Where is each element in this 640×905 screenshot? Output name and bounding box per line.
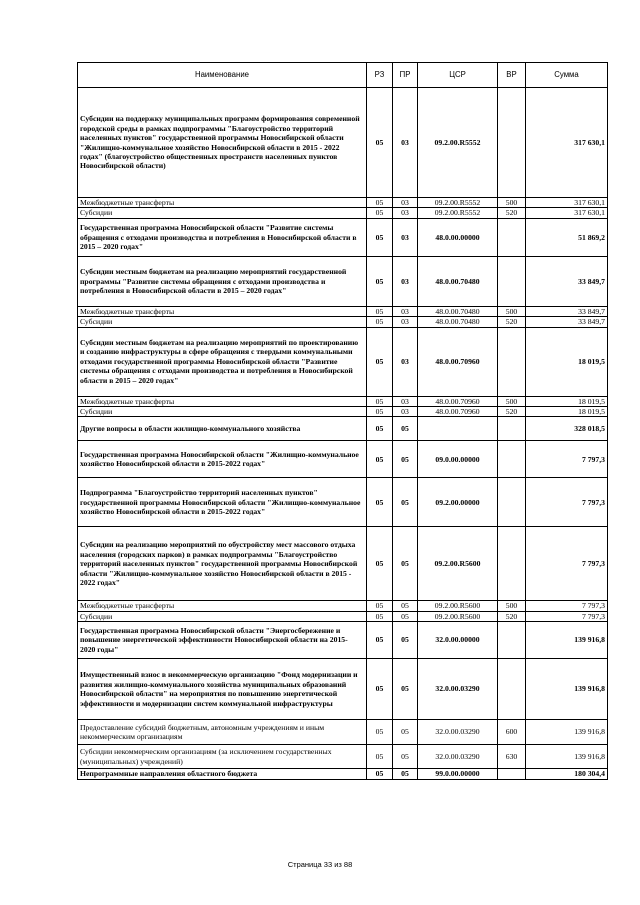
row-vr: 500 <box>498 306 526 316</box>
row-sum: 7 797,3 <box>526 527 608 601</box>
row-rz: 05 <box>367 306 393 316</box>
row-sum: 18 019,5 <box>526 396 608 406</box>
page-footer: Страница 33 из 88 <box>287 860 353 869</box>
header-csr: ЦСР <box>418 63 498 88</box>
row-pr: 05 <box>393 769 418 779</box>
row-vr: 500 <box>498 198 526 208</box>
row-pr: 05 <box>393 417 418 441</box>
row-csr: 48.0.00.70480 <box>418 256 498 306</box>
table-row <box>78 441 608 478</box>
row-vr <box>498 88 526 198</box>
row-rz: 05 <box>367 396 393 406</box>
table-row <box>78 306 608 316</box>
row-vr <box>498 417 526 441</box>
row-rz: 05 <box>367 527 393 601</box>
table-row <box>78 622 608 659</box>
row-name: Непрограммные направления областного бюджета <box>78 769 367 779</box>
row-name: Субсидии <box>78 611 367 621</box>
row-csr: 48.0.00.70960 <box>418 327 498 396</box>
row-vr: 520 <box>498 611 526 621</box>
header-sum: Сумма <box>526 63 608 88</box>
row-sum: 139 916,8 <box>526 745 608 769</box>
row-csr: 48.0.00.70480 <box>418 317 498 327</box>
row-vr <box>498 622 526 659</box>
row-sum: 33 849,7 <box>526 317 608 327</box>
row-csr: 09.2.00.R5600 <box>418 611 498 621</box>
table-row <box>78 88 608 198</box>
row-csr: 99.0.00.00000 <box>418 769 498 779</box>
row-pr: 05 <box>393 622 418 659</box>
header-vr: ВР <box>498 63 526 88</box>
row-sum: 180 304,4 <box>526 769 608 779</box>
table-row <box>78 611 608 621</box>
row-name: Субсидии местным бюджетам на реализацию мероприятий государственной программы "Развитие системы обращения с отходами производства и потребления в Новосибирской области в 2015 – 2020 годах" <box>78 256 367 306</box>
table-row <box>78 659 608 720</box>
table-row <box>78 218 608 256</box>
row-name: Межбюджетные трансферты <box>78 601 367 611</box>
table-row <box>78 208 608 218</box>
row-pr: 05 <box>393 745 418 769</box>
row-name: Субсидии <box>78 317 367 327</box>
row-pr: 03 <box>393 198 418 208</box>
row-sum: 33 849,7 <box>526 306 608 316</box>
row-rz: 05 <box>367 218 393 256</box>
row-csr: 48.0.00.70960 <box>418 396 498 406</box>
row-pr: 03 <box>393 208 418 218</box>
row-rz: 05 <box>367 720 393 745</box>
table-row <box>78 327 608 396</box>
row-csr: 09.2.00.R5600 <box>418 601 498 611</box>
row-sum: 18 019,5 <box>526 327 608 396</box>
table-row <box>78 396 608 406</box>
row-rz: 05 <box>367 745 393 769</box>
row-vr: 500 <box>498 396 526 406</box>
row-sum: 18 019,5 <box>526 406 608 416</box>
row-name: Субсидии на реализацию мероприятий по обустройству мест массового отдыха населения (городских парков) в рамках подпрограммы "Благоустройство территорий населенных пунктов" государственной программы Новосибирской области "Жилищно-коммунальное хозяйство Новосибирской области в 2015 - 2022 годах" <box>78 527 367 601</box>
row-vr <box>498 659 526 720</box>
row-sum: 7 797,3 <box>526 478 608 527</box>
row-pr: 05 <box>393 659 418 720</box>
row-sum: 139 916,8 <box>526 659 608 720</box>
row-name: Государственная программа Новосибирской области "Жилищно-коммунальное хозяйство Новосибирской области в 2015-2022 годах" <box>78 441 367 478</box>
table-row <box>78 198 608 208</box>
row-rz: 05 <box>367 417 393 441</box>
row-vr: 500 <box>498 601 526 611</box>
row-vr <box>498 478 526 527</box>
header-row <box>78 63 608 88</box>
row-sum: 7 797,3 <box>526 441 608 478</box>
row-pr: 05 <box>393 441 418 478</box>
row-vr <box>498 327 526 396</box>
row-name: Субсидии <box>78 208 367 218</box>
row-rz: 05 <box>367 478 393 527</box>
row-rz: 05 <box>367 208 393 218</box>
row-pr: 03 <box>393 306 418 316</box>
row-csr: 09.2.00.R5552 <box>418 198 498 208</box>
table-row <box>78 406 608 416</box>
row-name: Межбюджетные трансферты <box>78 306 367 316</box>
row-name: Межбюджетные трансферты <box>78 198 367 208</box>
table-row <box>78 478 608 527</box>
row-pr: 05 <box>393 478 418 527</box>
row-rz: 05 <box>367 769 393 779</box>
row-sum: 7 797,3 <box>526 601 608 611</box>
table-row <box>78 601 608 611</box>
row-name: Предоставление субсидий бюджетным, автономным учреждениям и иным некоммерческим организациям <box>78 720 367 745</box>
row-csr: 32.0.00.03290 <box>418 720 498 745</box>
row-pr: 05 <box>393 527 418 601</box>
row-rz: 05 <box>367 198 393 208</box>
row-vr <box>498 769 526 779</box>
header-name: Наименование <box>78 63 367 88</box>
row-pr: 03 <box>393 88 418 198</box>
row-sum: 317 630,1 <box>526 208 608 218</box>
row-name: Субсидии некоммерческим организациям (за исключением государственных (муниципальных) учреждений) <box>78 745 367 769</box>
row-sum: 33 849,7 <box>526 256 608 306</box>
row-vr <box>498 527 526 601</box>
table-row <box>78 769 608 779</box>
row-sum: 51 869,2 <box>526 218 608 256</box>
row-sum: 317 630,1 <box>526 198 608 208</box>
row-pr: 05 <box>393 720 418 745</box>
row-vr: 520 <box>498 317 526 327</box>
row-name: Государственная программа Новосибирской области "Энергосбережение и повышение энергетической эффективности Новосибирской области на 2015- 2020 годы" <box>78 622 367 659</box>
row-csr: 48.0.00.00000 <box>418 218 498 256</box>
header-pr: ПР <box>393 63 418 88</box>
row-sum: 317 630,1 <box>526 88 608 198</box>
row-csr: 09.2.00.R5600 <box>418 527 498 601</box>
row-rz: 05 <box>367 601 393 611</box>
row-rz: 05 <box>367 611 393 621</box>
row-rz: 05 <box>367 659 393 720</box>
row-csr: 48.0.00.70480 <box>418 306 498 316</box>
row-rz: 05 <box>367 256 393 306</box>
row-vr <box>498 218 526 256</box>
row-name: Подпрограмма "Благоустройство территорий населенных пунктов" государственной программы Новосибирской области "Жилищно-коммунальное хозяйство Новосибирской области в 2015-2022 годах" <box>78 478 367 527</box>
row-csr: 09.0.00.00000 <box>418 441 498 478</box>
row-pr: 03 <box>393 218 418 256</box>
row-vr: 600 <box>498 720 526 745</box>
table-row <box>78 256 608 306</box>
row-rz: 05 <box>367 441 393 478</box>
row-name: Государственная программа Новосибирской области "Развитие системы обращения с отходами производства и потребления в Новосибирской области в 2015 – 2020 годах" <box>78 218 367 256</box>
row-sum: 139 916,8 <box>526 622 608 659</box>
row-csr: 48.0.00.70960 <box>418 406 498 416</box>
budget-table <box>77 62 608 780</box>
row-csr: 09.2.00.00000 <box>418 478 498 527</box>
table-row <box>78 745 608 769</box>
row-name: Субсидии на поддержку муниципальных программ формирования современной городской среды в рамках подпрограммы "Благоустройство территорий населенных пунктов" государственной программы Новосибирской области "Жилищно-коммунальное хозяйство Новосибирской области в 2015 - 2022 годах" (благоустройство общественных пространств населенных пунктов Новосибирской области) <box>78 88 367 198</box>
row-rz: 05 <box>367 622 393 659</box>
row-pr: 03 <box>393 396 418 406</box>
table-row <box>78 417 608 441</box>
table-row <box>78 720 608 745</box>
row-vr: 520 <box>498 208 526 218</box>
row-sum: 328 018,5 <box>526 417 608 441</box>
table-row <box>78 527 608 601</box>
table-row <box>78 317 608 327</box>
row-pr: 05 <box>393 601 418 611</box>
row-csr: 09.2.00.R5552 <box>418 88 498 198</box>
row-name: Межбюджетные трансферты <box>78 396 367 406</box>
row-sum: 7 797,3 <box>526 611 608 621</box>
row-name: Субсидии <box>78 406 367 416</box>
row-rz: 05 <box>367 327 393 396</box>
header-rz: РЗ <box>367 63 393 88</box>
row-pr: 03 <box>393 256 418 306</box>
row-name: Имущественный взнос в некоммерческую организацию "Фонд модернизации и развития жилищно-коммунального хозяйства муниципальных образований Новосибирской области" на мероприятия по повышению энергетической эффективности и модернизации систем коммунальной инфраструктуры <box>78 659 367 720</box>
row-pr: 03 <box>393 406 418 416</box>
row-csr: 32.0.00.03290 <box>418 745 498 769</box>
row-csr <box>418 417 498 441</box>
row-vr <box>498 256 526 306</box>
row-csr: 32.0.00.00000 <box>418 622 498 659</box>
row-rz: 05 <box>367 88 393 198</box>
row-vr: 520 <box>498 406 526 416</box>
row-rz: 05 <box>367 317 393 327</box>
row-vr <box>498 441 526 478</box>
row-pr: 03 <box>393 327 418 396</box>
row-csr: 09.2.00.R5552 <box>418 208 498 218</box>
row-vr: 630 <box>498 745 526 769</box>
row-pr: 03 <box>393 317 418 327</box>
row-name: Другие вопросы в области жилищно-коммунального хозяйства <box>78 417 367 441</box>
row-pr: 05 <box>393 611 418 621</box>
row-name: Субсидии местным бюджетам на реализацию мероприятий по проектированию и созданию инфраструктуры в сфере обращения с твердыми коммунальными отходами государственной программы Новосибирской области "Развитие системы обращения с отходами производства и потребления в Новосибирской области в 2015 – 2020 годах" <box>78 327 367 396</box>
row-sum: 139 916,8 <box>526 720 608 745</box>
row-csr: 32.0.00.03290 <box>418 659 498 720</box>
row-rz: 05 <box>367 406 393 416</box>
